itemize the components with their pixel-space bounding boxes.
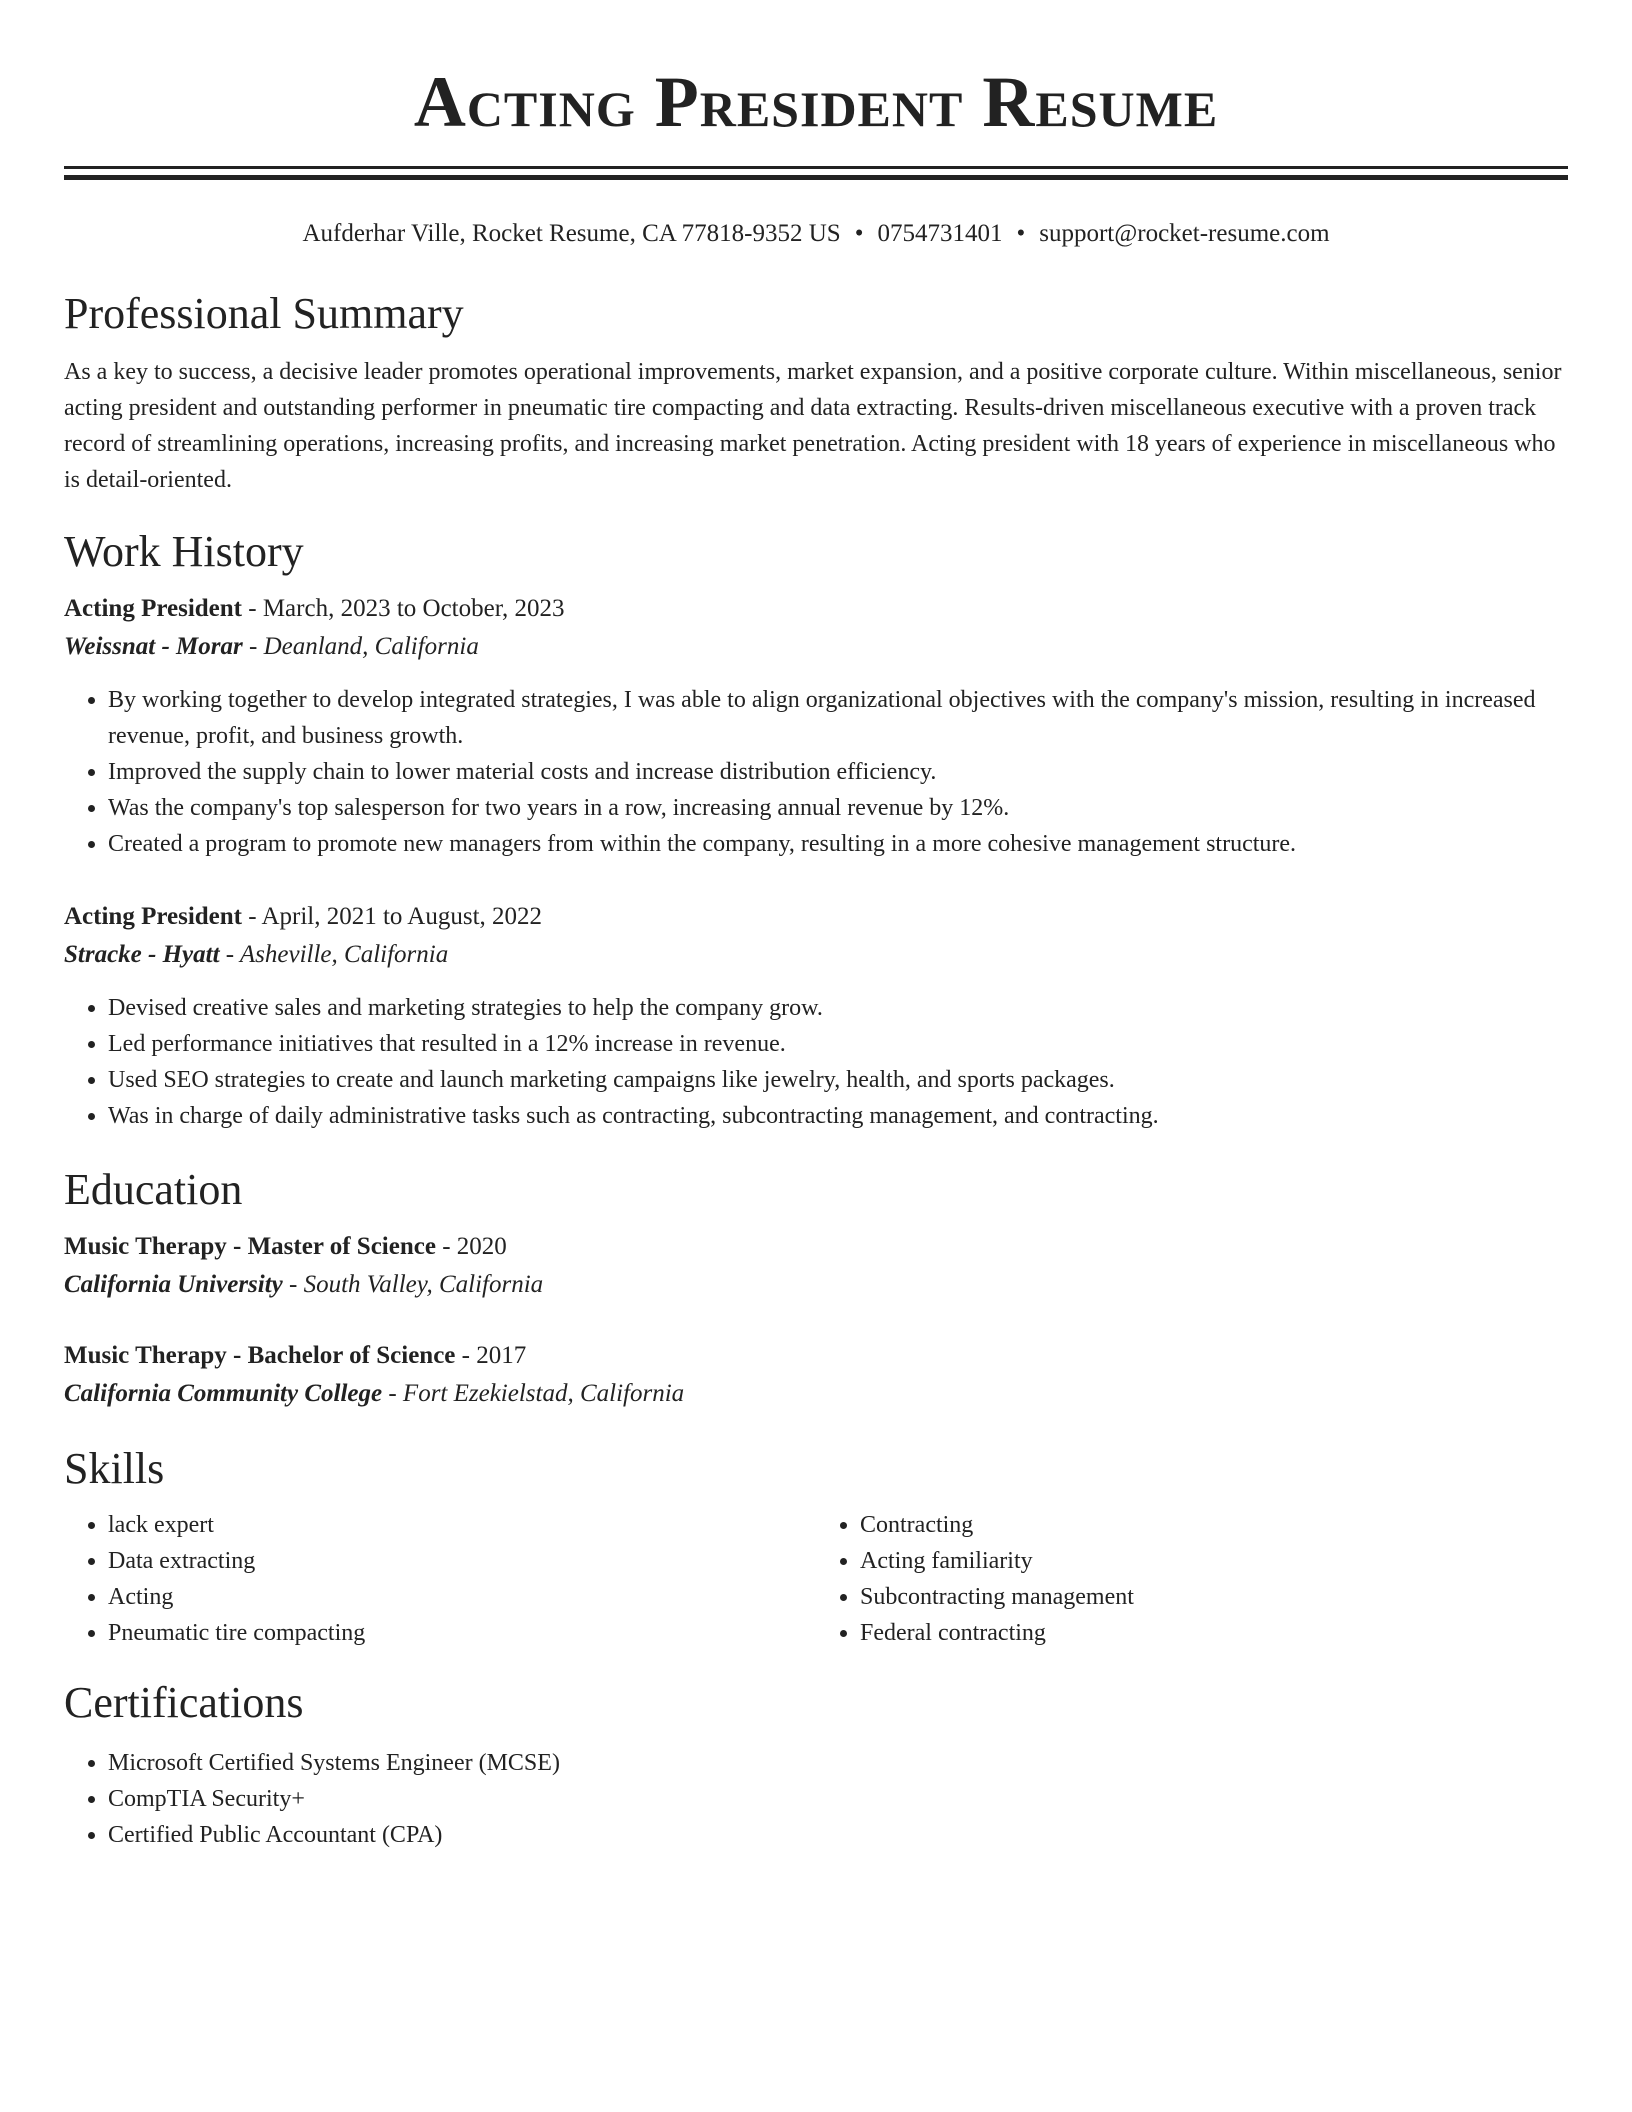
education-header <box>64 1228 1568 1266</box>
certifications-list <box>64 1745 1568 1853</box>
job-bullets <box>64 682 1568 862</box>
job-entry <box>64 898 1568 1134</box>
education-entry <box>64 1337 1568 1413</box>
contact-phone: 0754731401 <box>877 220 1003 247</box>
education-degree: Music Therapy - Master of Science <box>64 1233 436 1260</box>
job-bullet: • Was in charge of daily administrative tasks such as contracting, subcontracting management, and contracting. <box>108 1098 1568 1134</box>
job-bullet: • Improved the supply chain to lower material costs and increase distribution efficiency. <box>108 754 1568 790</box>
education-year: - 2017 <box>455 1342 527 1369</box>
job-company: Weissnat - Morar <box>64 633 243 660</box>
certification-item: • CompTIA Security+ <box>108 1781 1568 1817</box>
skill-item: • Federal contracting <box>860 1615 1568 1651</box>
education-header <box>64 1337 1568 1375</box>
certifications-heading: Certifications <box>64 1678 304 1727</box>
skills-columns <box>64 1507 1568 1651</box>
education-school-line <box>64 1375 1568 1413</box>
contact-address: Aufderhar Ville, Rocket Resume, CA 77818-9352 US <box>302 220 841 247</box>
skill-item: • Subcontracting management <box>860 1579 1568 1615</box>
certifications-section <box>64 1675 1568 1853</box>
job-title: Acting President <box>64 903 242 930</box>
job-bullet: • By working together to develop integrated strategies, I was able to align organizational objectives with the company's mission, resulting in increased revenue, profit, and business growth. <box>108 682 1568 754</box>
skill-item: • Contracting <box>860 1507 1568 1543</box>
skill-item: • Acting familiarity <box>860 1543 1568 1579</box>
summary-section <box>64 286 1568 498</box>
contact-separator: • <box>854 220 864 247</box>
skill-item: • lack expert <box>108 1507 816 1543</box>
education-degree: Music Therapy - Bachelor of Science <box>64 1342 456 1369</box>
summary-heading: Professional Summary <box>64 289 464 338</box>
job-title: Acting President <box>64 595 242 622</box>
work-history-section <box>64 524 1568 1134</box>
skills-heading: Skills <box>64 1444 165 1493</box>
education-location: - Fort Ezekielstad, California <box>382 1380 685 1407</box>
skills-list-right <box>816 1507 1568 1651</box>
education-school: California Community College <box>64 1380 383 1407</box>
skill-item: • Acting <box>108 1579 816 1615</box>
work-history-heading: Work History <box>64 527 304 576</box>
job-dates: - April, 2021 to August, 2022 <box>242 903 543 930</box>
title-divider-top <box>64 166 1568 169</box>
education-year: - 2020 <box>435 1233 507 1260</box>
job-company-line <box>64 936 1568 974</box>
job-bullet: • Led performance initiatives that resulted in a 12% increase in revenue. <box>108 1026 1568 1062</box>
job-header <box>64 590 1568 628</box>
contact-email: support@rocket-resume.com <box>1039 220 1330 247</box>
resume-title: Acting President Resume <box>413 62 1219 142</box>
job-header <box>64 898 1568 936</box>
education-entry <box>64 1228 1568 1304</box>
skills-section <box>64 1441 1568 1651</box>
job-bullets <box>64 990 1568 1134</box>
skills-list-left <box>64 1507 816 1651</box>
certification-item: • Microsoft Certified Systems Engineer (MCSE) <box>108 1745 1568 1781</box>
job-dates: - March, 2023 to October, 2023 <box>242 595 565 622</box>
job-entry <box>64 590 1568 862</box>
title-divider-bottom <box>64 175 1568 180</box>
skill-item: • Pneumatic tire compacting <box>108 1615 816 1651</box>
job-company-line <box>64 628 1568 666</box>
education-section <box>64 1162 1568 1413</box>
job-bullet: • Used SEO strategies to create and launch marketing campaigns like jewelry, health, and sports packages. <box>108 1062 1568 1098</box>
education-heading: Education <box>64 1165 243 1214</box>
job-location: - Asheville, California <box>219 941 449 968</box>
job-company: Stracke - Hyatt <box>64 941 220 968</box>
job-bullet: • Devised creative sales and marketing strategies to help the company grow. <box>108 990 1568 1026</box>
skill-item: • Data extracting <box>108 1543 816 1579</box>
certification-item: • Certified Public Accountant (CPA) <box>108 1817 1568 1853</box>
job-bullet: • Created a program to promote new managers from within the company, resulting in a more cohesive management structure. <box>108 826 1568 862</box>
education-school: California University <box>64 1271 283 1298</box>
education-school-line <box>64 1266 1568 1304</box>
contact-separator: • <box>1016 220 1026 247</box>
job-location: - Deanland, California <box>242 633 479 660</box>
education-location: - South Valley, California <box>282 1271 544 1298</box>
contact-line <box>64 216 1568 252</box>
summary-text: As a key to success, a decisive leader promotes operational improvements, market expansion, and a positive corporate culture. Within miscellaneous, senior acting president and outstanding performer in pneumatic tire compacting and data extracting. Results-driven miscellaneous executive with a proven track record of streamlining operations, increasing profits, and increasing market penetration. Acting president with 18 years of experience in miscellaneous who is detail-oriented. <box>64 359 1562 493</box>
job-bullet: • Was the company's top salesperson for two years in a row, increasing annual revenue by 12%. <box>108 790 1568 826</box>
